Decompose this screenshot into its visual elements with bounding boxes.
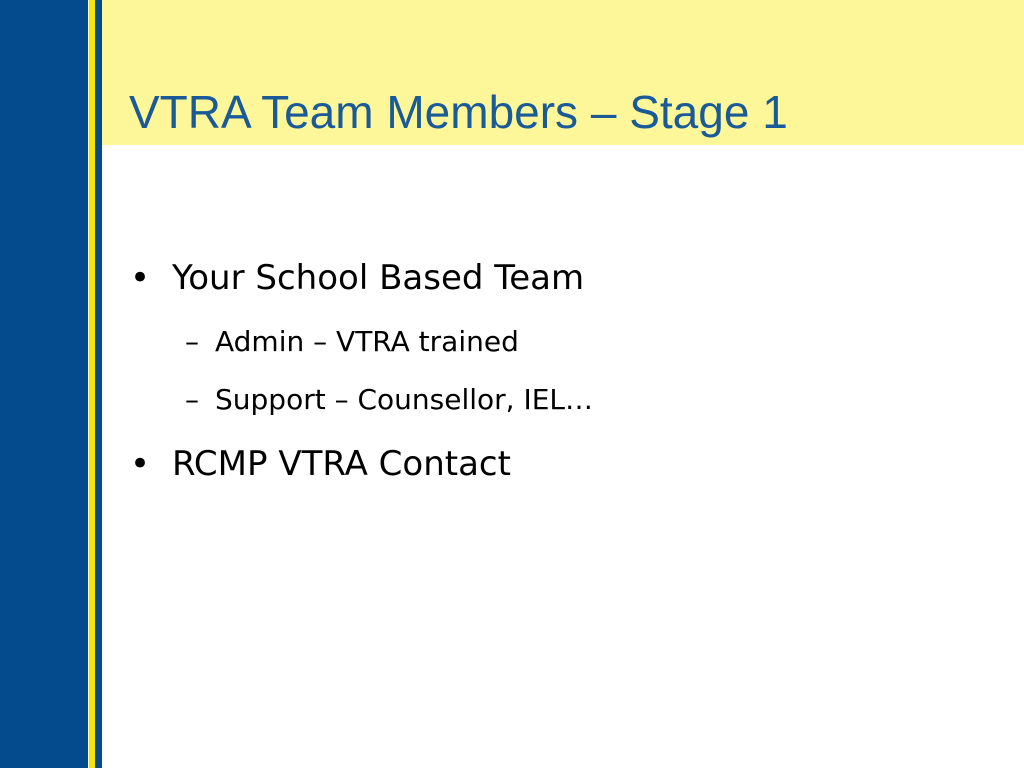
bullet-item [130, 254, 990, 302]
sub-bullet-item [130, 322, 990, 362]
bullet-marker: • [130, 258, 151, 298]
sub-bullet-text: Admin – VTRA trained [215, 325, 519, 358]
left-blue-bar [0, 0, 88, 768]
left-thin-blue-stripe [95, 0, 102, 768]
sub-bullet-item [130, 380, 990, 420]
sub-bullet-marker: – [185, 383, 199, 416]
sub-bullet-marker: – [185, 325, 199, 358]
slide-content [130, 254, 990, 488]
bullet-text: RCMP VTRA Contact [172, 444, 511, 484]
sub-bullet-text: Support – Counsellor, IEL… [215, 383, 594, 416]
bullet-marker: • [130, 444, 151, 484]
bullet-text: Your School Based Team [172, 258, 585, 298]
bullet-item [130, 440, 990, 488]
slide-title: VTRA Team Members – Stage 1 [129, 86, 788, 138]
